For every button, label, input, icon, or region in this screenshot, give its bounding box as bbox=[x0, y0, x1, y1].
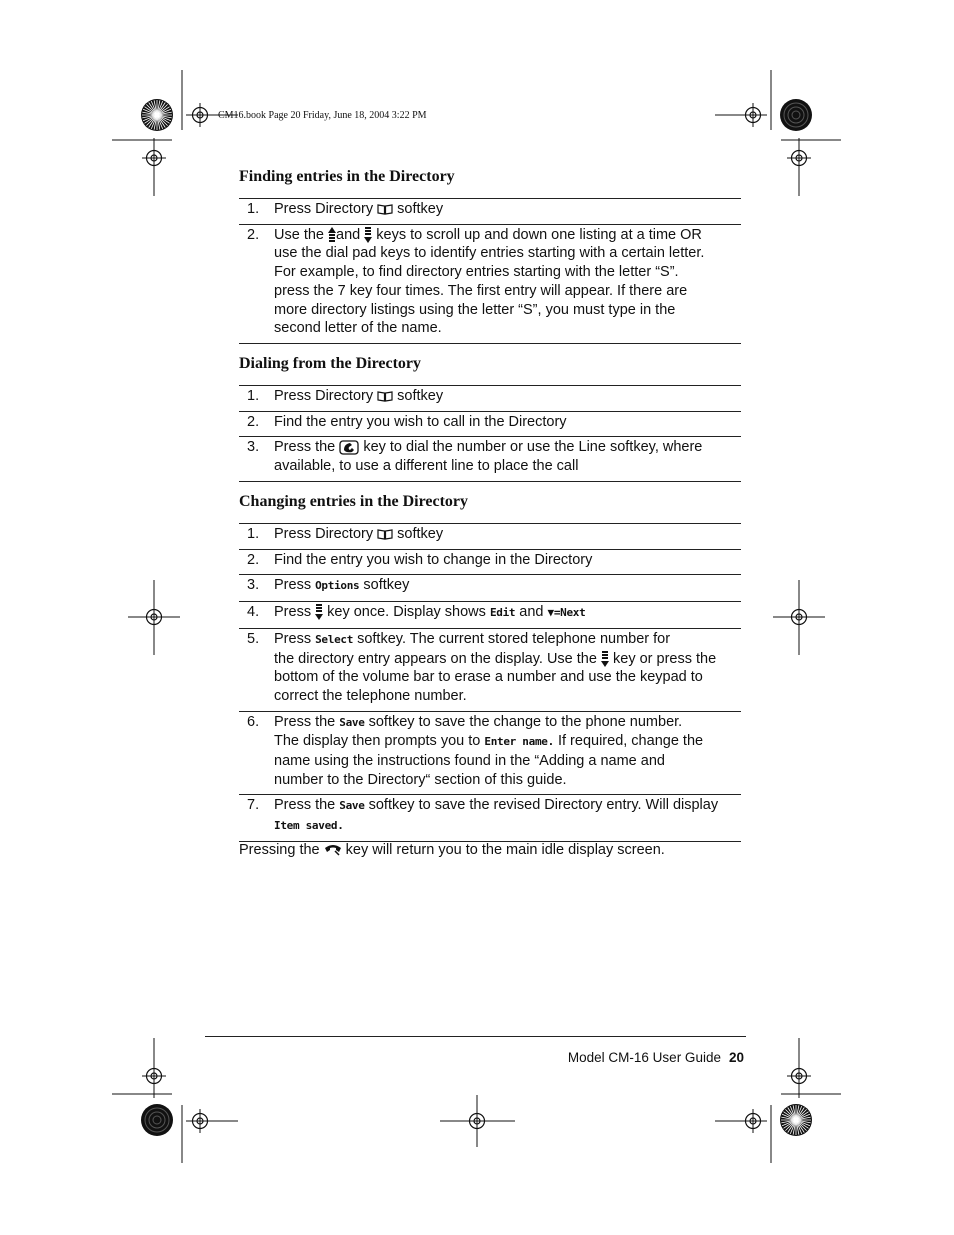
finding-steps-table bbox=[239, 198, 741, 344]
print-info-header: CM16.book Page 20 Friday, June 18, 2004 3:22 PM bbox=[218, 110, 427, 121]
handset-dial-icon bbox=[339, 440, 359, 455]
step-text: If required, change the bbox=[557, 733, 704, 750]
step-text: and bbox=[519, 604, 544, 621]
table-row bbox=[239, 199, 741, 225]
table-row bbox=[239, 437, 741, 481]
step-number: 1. bbox=[247, 388, 260, 404]
step-text: key or press the bbox=[613, 650, 717, 667]
closing-text: key will return you to the main idle display screen. bbox=[345, 842, 665, 858]
step-text: softkey bbox=[393, 201, 444, 217]
table-row bbox=[239, 711, 741, 795]
section-title-dialing: Dialing from the Directory bbox=[239, 355, 422, 372]
page-number: 20 bbox=[728, 1050, 744, 1065]
step-number: 2. bbox=[247, 551, 260, 568]
display-text-enter-name: Enter name. bbox=[484, 735, 554, 749]
section-title-changing: Changing entries in the Directory bbox=[239, 493, 469, 510]
step-text: Press bbox=[274, 630, 312, 647]
table-row bbox=[239, 524, 741, 550]
display-text-save: Save bbox=[339, 715, 365, 729]
step-text: Find the entry you wish to call in the Directory bbox=[274, 413, 567, 430]
step-number: 3. bbox=[247, 439, 260, 456]
dialing-steps-table bbox=[239, 385, 741, 482]
table-row bbox=[239, 549, 741, 575]
step-text: available, to use a different line to place the call bbox=[274, 458, 579, 475]
step-text: keys to scroll up and down one listing at a time OR bbox=[376, 226, 702, 243]
step-text: name using the instructions found in the “Adding a name and bbox=[274, 753, 665, 770]
footer-guide-title: Model CM-16 User Guide bbox=[567, 1050, 721, 1065]
page-footer bbox=[568, 1050, 744, 1065]
section-title-finding: Finding entries in the Directory bbox=[239, 168, 455, 185]
step-text: the directory entry appears on the display. Use the bbox=[274, 650, 597, 667]
up-arrow-key-icon bbox=[328, 227, 336, 243]
step-text: more directory listings using the letter “S”, you must type in the bbox=[274, 301, 676, 318]
book-icon bbox=[377, 203, 393, 215]
step-text: number to the Directory“ section of this guide. bbox=[274, 771, 567, 788]
step-text: Press the bbox=[274, 439, 336, 456]
closing-note bbox=[239, 842, 665, 858]
step-number: 1. bbox=[247, 201, 260, 217]
changing-steps-table bbox=[239, 523, 741, 842]
step-number: 4. bbox=[247, 604, 260, 621]
table-row bbox=[239, 602, 741, 629]
step-text: bottom of the volume bar to erase a number and use the keypad to bbox=[274, 669, 703, 686]
step-text: Press the bbox=[274, 797, 336, 814]
step-text: Press Directory bbox=[274, 526, 374, 542]
step-text: For example, to find directory entries starting with the letter “S”. bbox=[274, 264, 679, 281]
step-text: second letter of the name. bbox=[274, 320, 442, 337]
footer-rule bbox=[205, 1036, 746, 1037]
step-text: softkey to save the change to the phone number. bbox=[368, 713, 683, 730]
book-icon bbox=[377, 390, 393, 402]
display-text-edit: Edit bbox=[489, 606, 516, 620]
display-text-options: Options bbox=[315, 579, 360, 593]
handset-hangup-icon bbox=[324, 844, 342, 856]
step-text: press the 7 key four times. The first entry will appear. If there are bbox=[274, 282, 688, 299]
step-number: 5. bbox=[247, 630, 260, 647]
down-arrow-key-icon bbox=[315, 604, 323, 620]
step-text: softkey bbox=[363, 577, 410, 594]
step-text: key to dial the number or use the Line softkey, where bbox=[363, 439, 703, 456]
table-row bbox=[239, 575, 741, 602]
table-row bbox=[239, 795, 741, 841]
down-arrow-key-icon bbox=[364, 227, 372, 243]
step-number: 2. bbox=[247, 226, 260, 243]
step-text: and bbox=[336, 226, 361, 243]
step-text: Find the entry you wish to change in the Directory bbox=[274, 551, 593, 568]
step-number: 3. bbox=[247, 577, 260, 594]
step-text: Press Directory bbox=[274, 201, 374, 217]
step-number: 2. bbox=[247, 413, 260, 430]
step-number: 1. bbox=[247, 526, 260, 542]
display-text-item-saved: Item saved. bbox=[274, 819, 344, 833]
display-text-select: Select bbox=[315, 632, 354, 646]
step-text: The display then prompts you to bbox=[274, 733, 481, 750]
closing-text: Pressing the bbox=[239, 842, 320, 858]
step-text: softkey bbox=[393, 526, 444, 542]
book-icon bbox=[377, 528, 393, 540]
step-number: 6. bbox=[247, 713, 260, 730]
step-text: softkey to save the revised Directory entry. Will display bbox=[368, 797, 719, 814]
step-text: use the dial pad keys to identify entries starting with a certain letter. bbox=[274, 245, 705, 262]
table-row bbox=[239, 386, 741, 412]
display-text-save: Save bbox=[339, 799, 365, 813]
table-row bbox=[239, 411, 741, 437]
step-text: Press Directory bbox=[274, 388, 374, 404]
step-number: 7. bbox=[247, 797, 260, 814]
step-text: key once. Display shows bbox=[327, 604, 486, 621]
table-row bbox=[239, 224, 741, 343]
step-text: softkey bbox=[393, 388, 444, 404]
table-row bbox=[239, 628, 741, 711]
step-text: correct the telephone number. bbox=[274, 687, 467, 704]
step-text: Press bbox=[274, 604, 312, 621]
step-text: Press the bbox=[274, 713, 336, 730]
down-arrow-key-icon bbox=[601, 651, 609, 667]
step-text: Press bbox=[274, 577, 312, 594]
display-text-next: ▼=Next bbox=[547, 606, 586, 620]
step-text: Use the bbox=[274, 226, 324, 243]
step-text: softkey. The current stored telephone number for bbox=[357, 630, 671, 647]
